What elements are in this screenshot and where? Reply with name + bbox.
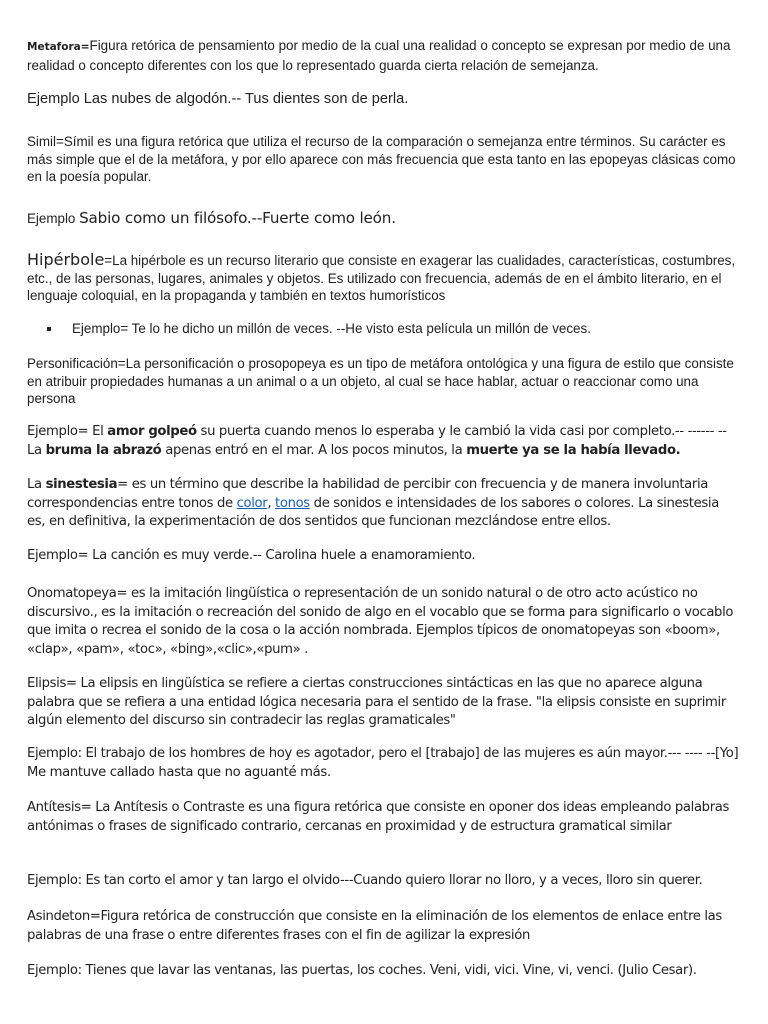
hiperbole-definition: Hipérbole=La hipérbole es un recurso literario que consiste en exagerar las cualidades, características, costumbres, etc., de las personas, lugares, animales y objetos. Es utilizado con frecuencia, además de en el ámbito literario, en el lenguaje coloquial, en la propaganda y también en textos humorísticos	[27, 250, 736, 303]
metafora-example: Ejemplo Las nubes de algodón.-- Tus dientes son de perla.	[27, 91, 409, 107]
tonos-link[interactable]: tonos	[275, 495, 310, 511]
metafora-term: Metafora=	[27, 41, 90, 53]
personificacion-example: Ejemplo= El amor golpeó su puerta cuando menos lo esperaba y le cambió la vida casi por completo.-- ------ --La bruma la abrazó apenas entró en el mar. A los pocos minutos, la muerte ya se la había llevado.	[27, 424, 727, 458]
onomatopeya-definition: Onomatopeya= es la imitación lingüística o representación de un sonido natural o de otro acto acústico no discursivo., es la imitación o recreación del sonido de algo en el vocablo que se forma para significarlo o vocablo que imita o recrea el sonido de la cosa o la acción nombrada. Ejemplos típicos de onomatopeyas son «boom», «clap», «pam», «toc», «bing»,«clic»,«pum» .	[27, 586, 734, 657]
hiperbole-example-item	[47, 320, 739, 338]
bullet-icon	[47, 327, 51, 331]
antitesis-example: Ejemplo: Es tan corto el amor y tan largo el olvido---Cuando quiero llorar no lloro, y a veces, lloro sin querer.	[27, 873, 703, 888]
antitesis-definition: Antítesis= La Antítesis o Contraste es una figura retórica que consiste en oponer dos ideas empleando palabras antónimas o frases de significado contrario, cercanas en proximidad y de estructura gramatical similar	[27, 800, 730, 834]
hiperbole-term: Hipérbole	[27, 250, 105, 269]
sinestesia-example: Ejemplo= La canción es muy verde.-- Carolina huele a enamoramiento.	[27, 548, 476, 563]
asindeton-example: Ejemplo: Tienes que lavar las ventanas, las puertas, los coches. Veni, vidi, vici. Vine, vi, venci. (Julio Cesar).	[27, 963, 697, 978]
hiperbole-example: Ejemplo= Te lo he dicho un millón de veces. --He visto esta película un millón de veces.	[72, 321, 591, 336]
personificacion-definition: Personificación=La personificación o prosopopeya es un tipo de metáfora ontológica y una figura de estilo que consiste en atribuir propiedades humanas a un animal o a un objeto, al cual se hace hablar, actuar o reaccionar como una persona	[27, 356, 734, 406]
simil-example: Ejemplo Sabio como un filósofo.--Fuerte como león.	[27, 209, 396, 227]
simil-definition: Simil=Símil es una figura retórica que utiliza el recurso de la comparación o semejanza entre términos. Su carácter es más simple que el de la metáfora, y por ello aparece con más frecuencia que esta tanto en las epopeyas clásicas como en la poesía popular.	[27, 134, 736, 184]
metafora-definition: Metafora=Figura retórica de pensamiento por medio de la cual una realidad o concepto se expresan por medio de una realidad o concepto diferentes con los que lo representado guarda cierta relación de semejanza.	[27, 38, 731, 73]
elipsis-example: Ejemplo: El trabajo de los hombres de hoy es agotador, pero el [trabajo] de las mujeres es aún mayor.--- ---- --[Yo] Me mantuve callado hasta que no aguanté más.	[27, 746, 739, 780]
elipsis-definition: Elipsis= La elipsis en lingüística se refiere a ciertas construcciones sintácticas en las que no aparece alguna palabra que se refiera a una entidad lógica necesaria para el sentido de la frase. "la elipsis consiste en suprimir algún elemento del discurso sin contradecir las reglas gramaticales"	[27, 676, 726, 729]
sinestesia-definition: La sinestesia= es un término que describe la habilidad de percibir con frecuencia y de manera involuntaria correspondencias entre tonos de color, tonos de sonidos e intensidades de los sabores o colores. La sinestesia es, en definitiva, la experimentación de dos sentidos que funcionan mezclándose entre ellos.	[27, 477, 719, 530]
asindeton-definition: Asindeton=Figura retórica de construcción que consiste en la eliminación de los elementos de enlace entre las palabras de una frase o entre diferentes frases con el fin de agilizar la expresión	[27, 909, 722, 943]
color-link[interactable]: color	[236, 495, 268, 511]
